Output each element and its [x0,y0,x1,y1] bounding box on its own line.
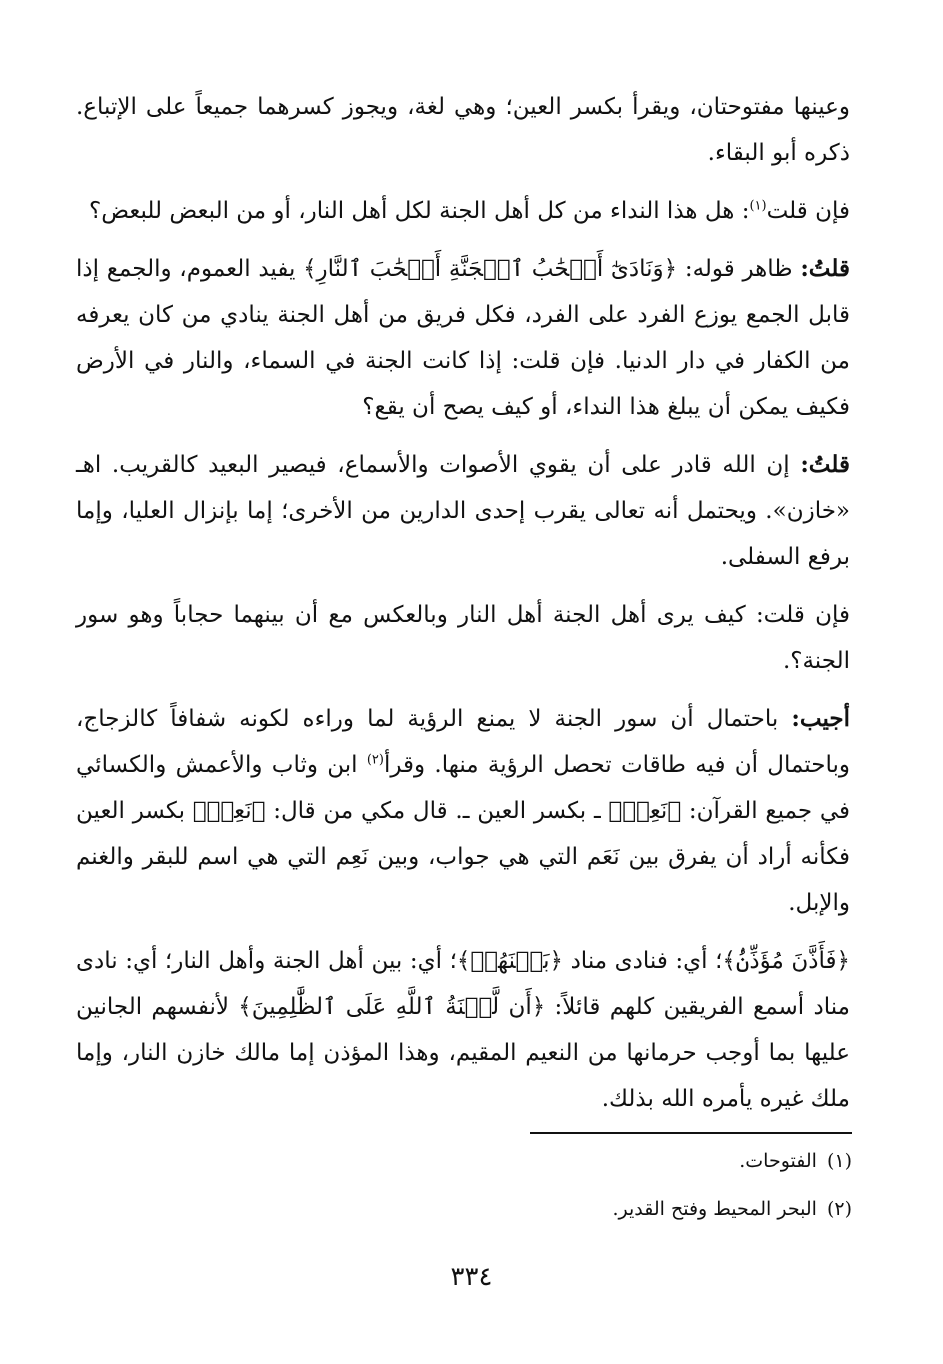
paragraph-7 [76,938,850,1122]
footnote-ref-1[interactable]: (١) [749,198,767,214]
paragraph-lead: قلتُ: [800,255,850,282]
footnote-ref-2[interactable]: (٢) [366,752,384,768]
paragraph-5 [76,592,850,684]
page-number: ٣٣٤ [450,1262,493,1292]
paragraph-text: وعينها مفتوحتان، ويقرأ بكسر العين؛ وهي لغة، ويجوز كسرهما جميعاً على الإتباع. ذكره أبو البقاء. [76,94,850,166]
paragraph-3 [76,246,850,430]
footnote-text: الفتوحات. [739,1150,817,1172]
paragraph-lead: أجيب: [791,705,850,732]
paragraph-2 [76,188,850,234]
paragraph-text: ظاهر قوله: ﴿وَنَادَىٰٓ أَصۡحَٰبُ ٱلۡجَنَّةِ أَصۡحَٰبَ ٱلنَّارِ﴾ يفيد العموم، والجمع إذا قابل الجمع يوزع الفرد على الفرد، فكل فريق من أهل الجنة ينادي من كان يعرفه من الكفار في دار الدنيا. فإن قلت: إذا كانت الجنة في السماء، والنار في الأرض فكيف يمكن أن يبلغ هذا النداء، أو كيف يصح أن يقع؟ [76,256,850,420]
body-text [76,84,850,1134]
footnote-separator [530,1132,852,1134]
footnote-number: (٢) [826,1198,852,1220]
footnote-text: البحر المحيط وفتح القدير. [612,1198,817,1220]
footnotes [400,1148,852,1244]
paragraph-lead: قلتُ: [800,451,850,478]
paragraph-6 [76,696,850,926]
footnote-1 [400,1148,852,1174]
paragraph-text: إن الله قادر على أن يقوي الأصوات والأسماع، فيصير البعيد كالقريب. اهـ «خازن». ويحتمل أنه تعالى يقرب إحدى الدارين من الأخرى؛ إما بإنزال العليا، وإما برفع السفلى. [76,452,850,570]
paragraph-text-after: ابن وثاب والأعمش والكسائي في جميع القرآن: ﴿نَعِمۡ﴾ ـ بكسر العين ـ. قال مكي من قال: ﴿نَعِمۡ﴾ بكسر العين فكأنه أراد أن يفرق بين نَعَم التي هي جواب، وبين نَعِم التي هي اسم للبقر والغنم والإبل. [76,752,850,916]
paragraph-text: باحتمال أن سور الجنة لا يمنع الرؤية لما وراءه لكونه شفافاً كالزجاج، وباحتمال أن فيه طاقات تحصل الرؤية منها. وقرأ [76,706,850,778]
paragraph-text: ﴿فَأَذَّنَ مُؤَذِّنُۢ﴾؛ أي: فنادى مناد ﴿بَيۡنَهُمۡ﴾؛ أي: بين أهل الجنة وأهل النار؛ أي: نادى مناد أسمع الفريقين كلهم قائلاً: ﴿أَن لَّعۡنَةُ ٱللَّهِ عَلَى ٱلظَّٰلِمِينَ﴾ لأنفسهم الجانين عليها بما أوجب حرمانها من النعيم المقيم، وهذا المؤذن إما مالك خازن النار، وإما ملك غيره يأمره الله بذلك. [76,948,850,1112]
footnote-number: (١) [826,1150,852,1172]
paragraph-1 [76,84,850,176]
footnote-2 [400,1196,852,1222]
paragraph-text-after: : هل هذا النداء من كل أهل الجنة لكل أهل النار، أو من البعض للبعض؟ [89,198,750,224]
paragraph-4 [76,442,850,580]
paragraph-text: فإن قلت [766,198,850,224]
paragraph-text: فإن قلت: كيف يرى أهل الجنة أهل النار وبالعكس مع أن بينهما حجاباً وهو سور الجنة؟. [76,602,850,674]
